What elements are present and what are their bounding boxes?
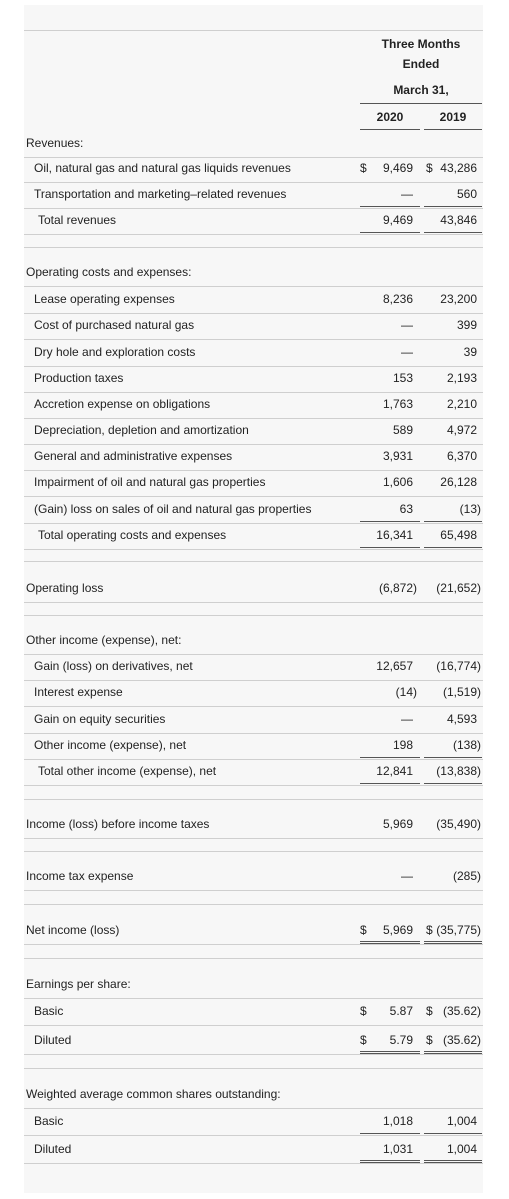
row-label: Diluted: [34, 1142, 72, 1156]
double-underline-2019: [424, 1160, 482, 1163]
value-2019: (35.62): [442, 1004, 481, 1018]
value-2019: (285): [452, 869, 481, 883]
underline-above-total-2019: [424, 521, 482, 522]
value-2020: 16,341: [376, 528, 413, 542]
row-label: Other income (expense), net:: [26, 633, 182, 647]
row-label: Revenues:: [26, 136, 84, 150]
row-label: Total operating costs and expenses: [38, 528, 227, 542]
value-2019: 26,128: [440, 475, 477, 489]
underline-above-total-2020: [360, 206, 420, 207]
row-separator: [24, 418, 483, 419]
row-separator: [24, 208, 483, 209]
header-year-2020: 2020: [376, 110, 404, 124]
header-year-2019: 2019: [439, 110, 467, 124]
row-label: Total other income (expense), net: [38, 764, 217, 778]
row-label: Other income (expense), net: [34, 738, 187, 752]
value-2019: (13): [459, 502, 481, 516]
value-2019: 65,498: [440, 528, 477, 542]
value-2020: 12,657: [376, 659, 413, 673]
row-label: Cost of purchased natural gas: [34, 318, 195, 332]
value-2020: (6,872): [378, 581, 417, 595]
value-2019: 2,210: [446, 397, 477, 411]
row-label: Basic: [34, 1004, 64, 1018]
row-label: Lease operating expenses: [34, 292, 175, 306]
value-2019: (35,490): [436, 817, 481, 831]
value-2019: 4,593: [446, 712, 477, 726]
header-period-line1: Three Months: [381, 37, 461, 51]
value-2020: 5,969: [382, 923, 413, 937]
underline-2019: [424, 232, 482, 233]
row-separator: [24, 523, 483, 524]
row-separator: [24, 733, 483, 734]
row-label: Impairment of oil and natural gas properties: [34, 475, 266, 489]
currency-symbol-2020: $: [360, 161, 367, 175]
section-gap-line: [24, 904, 483, 905]
section-gap-line: [24, 799, 483, 800]
value-2020: 63: [399, 502, 413, 516]
row-separator: [24, 785, 483, 786]
value-2020: —: [401, 712, 413, 726]
value-2020: 9,469: [382, 213, 413, 227]
value-2020: 5.79: [389, 1033, 413, 1047]
value-2019: 23,200: [440, 292, 477, 306]
value-2020: 5,969: [382, 817, 413, 831]
row-separator: [24, 313, 483, 314]
value-2019: (35.62): [442, 1033, 481, 1047]
row-separator: [24, 602, 483, 603]
row-label: Total revenues: [38, 213, 117, 227]
value-2019: (138): [452, 738, 481, 752]
value-2019: (21,652): [436, 581, 481, 595]
row-label: Production taxes: [34, 371, 124, 385]
value-2020: —: [401, 345, 413, 359]
row-separator: [24, 286, 483, 287]
currency-symbol-2020: $: [360, 1033, 367, 1047]
underline-above-total-2019: [424, 206, 482, 207]
row-label: Gain (loss) on derivatives, net: [34, 659, 193, 673]
row-separator: [24, 366, 483, 367]
value-2020: (14): [395, 685, 417, 699]
value-2020: —: [401, 187, 413, 201]
header-period-line2: Ended: [402, 57, 440, 71]
value-2020: 5.87: [389, 1004, 413, 1018]
double-underline-2019: [424, 1051, 482, 1054]
value-2020: 198: [392, 738, 413, 752]
row-separator: [24, 496, 483, 497]
value-2020: 1,018: [382, 1114, 413, 1128]
currency-symbol-2019: $: [426, 161, 433, 175]
row-label: General and administrative expenses: [34, 449, 233, 463]
row-separator: [24, 680, 483, 681]
row-label: Depreciation, depletion and amortization: [34, 423, 249, 437]
row-separator: [24, 759, 483, 760]
value-2020: 9,469: [382, 161, 413, 175]
underline-above-total-2019: [424, 757, 482, 758]
header-underline-period: [360, 103, 482, 104]
double-underline-2020: [360, 1160, 420, 1163]
row-separator: [24, 706, 483, 707]
row-label: Operating costs and expenses:: [26, 265, 192, 279]
value-2019: 1,004: [446, 1114, 477, 1128]
value-2020: —: [401, 869, 413, 883]
row-label: Weighted average common shares outstanding:: [26, 1087, 281, 1101]
row-separator: [24, 234, 483, 235]
row-label: Earnings per share:: [26, 977, 131, 991]
row-separator: [24, 998, 483, 999]
row-label: Income tax expense: [26, 869, 134, 883]
value-2019: (16,774): [436, 659, 481, 673]
header-period-line3: March 31,: [393, 83, 449, 97]
currency-symbol-2019: $: [426, 1033, 433, 1047]
value-2019: 2,193: [446, 371, 477, 385]
row-label: Transportation and marketing–related revenues: [34, 187, 287, 201]
row-separator: [24, 182, 483, 183]
currency-symbol-2020: $: [360, 923, 367, 937]
row-separator: [24, 890, 483, 891]
value-2020: 8,236: [382, 292, 413, 306]
section-gap-line: [24, 958, 483, 959]
underline-2019: [424, 547, 482, 548]
underline-2020: [360, 783, 420, 784]
section-gap-line: [24, 1068, 483, 1069]
value-2020: —: [401, 318, 413, 332]
header-underline-2020: [360, 129, 420, 130]
underline-above-total-2020: [360, 521, 420, 522]
value-2019: 43,286: [440, 161, 477, 175]
row-separator: [24, 157, 483, 158]
section-gap-line: [24, 615, 483, 616]
value-2019: 399: [456, 318, 477, 332]
currency-symbol-2019: $: [426, 923, 433, 937]
row-label: Interest expense: [34, 685, 123, 699]
row-separator: [24, 1108, 483, 1109]
section-gap-line: [24, 561, 483, 562]
value-2019: (13,838): [436, 764, 481, 778]
income-statement-table: [24, 5, 483, 1193]
value-2019: (35,775): [436, 923, 481, 937]
value-2020: 589: [392, 423, 413, 437]
value-2020: 153: [392, 371, 413, 385]
row-separator: [24, 549, 483, 550]
value-2019: 560: [456, 187, 477, 201]
currency-symbol-2019: $: [426, 1004, 433, 1018]
row-label: Gain on equity securities: [34, 712, 166, 726]
row-separator: [24, 1135, 483, 1136]
value-2020: 1,606: [382, 475, 413, 489]
underline-2019: [424, 783, 482, 784]
value-2019: 43,846: [440, 213, 477, 227]
value-2019: (1,519): [442, 685, 481, 699]
row-separator: [24, 944, 483, 945]
value-2020: 1,763: [382, 397, 413, 411]
row-label: Income (loss) before income taxes: [26, 817, 210, 831]
row-label: Dry hole and exploration costs: [34, 345, 196, 359]
double-underline-2020: [360, 941, 420, 944]
value-2019: 1,004: [446, 1142, 477, 1156]
row-label: Diluted: [34, 1033, 72, 1047]
underline-2020: [360, 232, 420, 233]
header-top-line: [24, 30, 483, 31]
row-separator: [24, 339, 483, 340]
row-label: Oil, natural gas and natural gas liquids revenues: [34, 161, 291, 175]
value-2020: 12,841: [376, 764, 413, 778]
value-2019: 39: [463, 345, 477, 359]
section-gap-line: [24, 851, 483, 852]
row-label: Accretion expense on obligations: [34, 397, 211, 411]
row-separator: [24, 654, 483, 655]
underline-2020: [360, 1133, 420, 1134]
row-separator: [24, 470, 483, 471]
value-2019: 4,972: [446, 423, 477, 437]
section-gap-line: [24, 247, 483, 248]
row-separator: [24, 1054, 483, 1055]
row-separator: [24, 1163, 483, 1164]
row-label: (Gain) loss on sales of oil and natural gas properties: [34, 502, 312, 516]
header-underline-2019: [424, 129, 482, 130]
row-label: Operating loss: [26, 581, 104, 595]
row-separator: [24, 838, 483, 839]
row-label: Net income (loss): [26, 923, 120, 937]
underline-above-total-2020: [360, 757, 420, 758]
row-label: Basic: [34, 1114, 64, 1128]
double-underline-2020: [360, 1051, 420, 1054]
currency-symbol-2020: $: [360, 1004, 367, 1018]
row-separator: [24, 1025, 483, 1026]
row-separator: [24, 444, 483, 445]
underline-2019: [424, 1133, 482, 1134]
underline-2020: [360, 547, 420, 548]
value-2020: 1,031: [382, 1142, 413, 1156]
value-2020: 3,931: [382, 449, 413, 463]
row-separator: [24, 392, 483, 393]
value-2019: 6,370: [446, 449, 477, 463]
double-underline-2019: [424, 941, 482, 944]
